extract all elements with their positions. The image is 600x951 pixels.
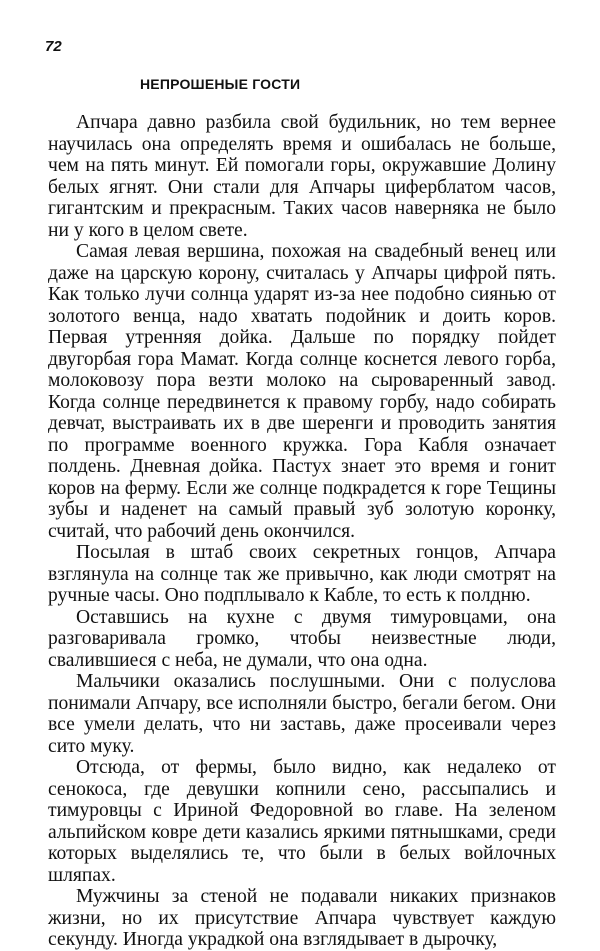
paragraph-6: Отсюда, от фермы, было видно, как недалеко от сенокоса, где девушки копнили сено, рассыпались и тимуровцы с Ириной Федоровной во главе. На зеленом альпийском ковре дети казались яркими пятнышками, среди которых выделялись те, что были в белых войлочных шляпах. xyxy=(48,757,556,886)
paragraph-5: Мальчики оказались послушными. Они с полуслова понимали Апчару, все исполняли быстро, бегали бегом. Они все умели делать, что ни заставь, даже просеивали через сито муку. xyxy=(48,671,556,757)
paragraph-4: Оставшись на кухне с двумя тимуровцами, она разговаривала громко, чтобы неизвестные люди, свалившиеся с неба, не думали, что она одна. xyxy=(48,606,556,671)
paragraph-1: Апчара давно разбила свой будильник, но тем вернее научилась она определять время и ошибалась не больше, чем на пять минут. Ей помогали горы, окружавшие Долину белых ягнят. Они стали для Апчары циферблатом часов, гигантским и прекрасным. Таких часов наверняка не было ни у кого в целом свете. xyxy=(48,112,556,241)
paragraph-2: Самая левая вершина, похожая на свадебный венец или даже на царскую корону, считалась у Апчары цифрой пять. Как только лучи солнца ударят из-за нее подобно сиянью от золотого венца, надо хватать подойник и доить коров. Первая утренняя дойка. Дальше по порядку пойдет двугорбая гора Мамат. Когда солнце коснется левого горба, молоковозу пора везти молоко на сыроваренный завод. Когда солнце передвинется к правому горбу, надо собирать девчат, выстраивать их в две шеренги и проводить занятия по программе военного кружка. Гора Кабля означает полдень. Дневная дойка. Пастух знает это время и гонит коров на ферму. Если же солнце подкрадется к горе Тещины зубы и наденет на самый правый зуб золотую коронку, считай, что рабочий день окончился. xyxy=(48,241,556,542)
page-number: 72 xyxy=(45,38,62,55)
running-title: НЕПРОШЕНЫЕ ГОСТИ xyxy=(140,76,301,92)
body-text xyxy=(48,112,556,951)
paragraph-3: Посылая в штаб своих секретных гонцов, Апчара взглянула на солнце так же привычно, как люди смотрят на ручные часы. Оно подплывало к Кабле, то есть к полдню. xyxy=(48,542,556,606)
paragraph-7: Мужчины за стеной не подавали никаких признаков жизни, но их присутствие Апчара чувствует каждую секунду. Иногда украдкой она взглядывает в дырочку, xyxy=(48,886,556,950)
